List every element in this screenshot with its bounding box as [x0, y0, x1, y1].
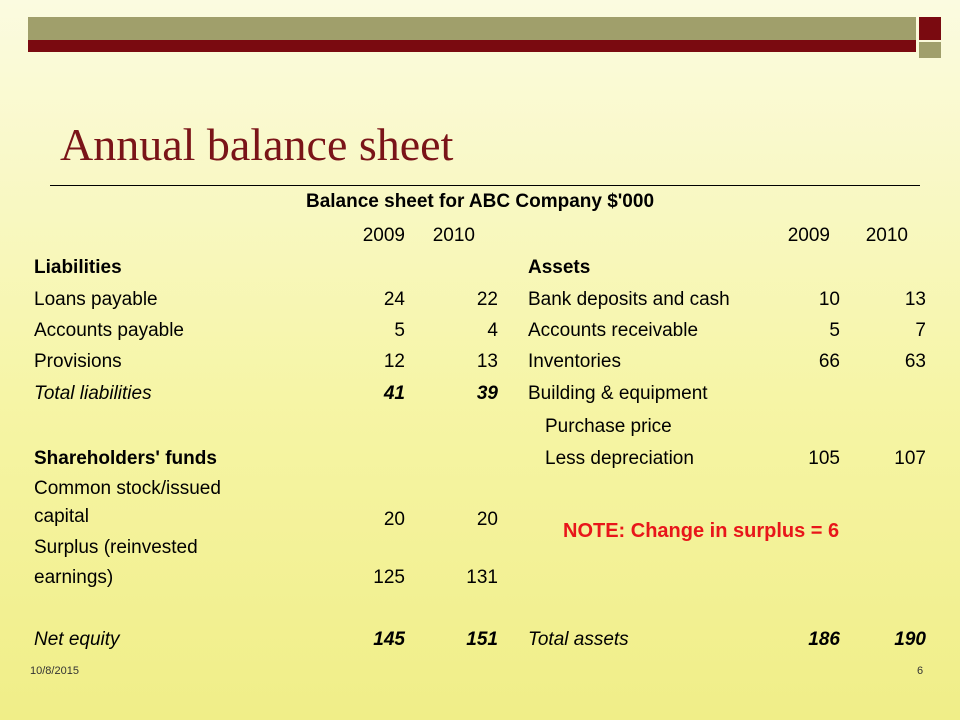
total-liabilities-2010: 39: [476, 383, 498, 404]
liab-year-2009: 2009: [362, 225, 405, 246]
total-assets-2009: 186: [808, 629, 840, 650]
asset-label: Accounts receivable: [528, 320, 699, 341]
purchase-price-label: Purchase price: [545, 416, 672, 437]
top-bar-olive: [28, 17, 916, 40]
slide-title: Annual balance sheet: [60, 119, 454, 170]
top-bar-maroon: [28, 40, 916, 52]
assets-header: Assets: [528, 257, 591, 278]
asset-label: Bank deposits and cash: [528, 289, 730, 310]
net-equity-2009: 145: [373, 629, 405, 650]
building-equipment-label: Building & equipment: [528, 383, 708, 404]
common-stock-2009: 20: [383, 509, 405, 530]
asset-2009: 66: [818, 351, 840, 372]
liability-label: Provisions: [34, 351, 122, 372]
less-depreciation-label: Less depreciation: [545, 448, 694, 469]
liab-year-2010: 2010: [432, 225, 475, 246]
surplus-2009: 125: [373, 567, 405, 588]
asset-2010: 7: [915, 320, 926, 341]
assets-year-2009: 2009: [787, 225, 830, 246]
footer-date: 10/8/2015: [30, 665, 79, 677]
liability-2010: 13: [476, 351, 498, 372]
shareholders-funds-header: Shareholders' funds: [34, 448, 217, 469]
net-equity-2010: 151: [466, 629, 498, 650]
common-stock-label-line1: Common stock/issued: [34, 478, 221, 499]
footer-page-number: 6: [917, 665, 924, 677]
liability-label: Accounts payable: [34, 320, 184, 341]
surplus-label-line1: Surplus (reinvested: [34, 537, 198, 558]
less-depreciation-2010: 107: [894, 448, 926, 469]
corner-square-maroon: [919, 17, 941, 40]
surplus-2010: 131: [466, 567, 498, 588]
assets-year-2010: 2010: [865, 225, 908, 246]
liability-label: Loans payable: [34, 289, 158, 310]
liability-2010: 4: [487, 320, 498, 341]
total-liabilities-label: Total liabilities: [34, 383, 152, 404]
title-divider: [50, 185, 920, 186]
asset-label: Inventories: [528, 351, 621, 372]
total-assets-2010: 190: [894, 629, 926, 650]
total-assets-label: Total assets: [528, 629, 629, 650]
liability-2010: 22: [476, 289, 498, 310]
table-heading: Balance sheet for ABC Company $'000: [305, 191, 655, 212]
liability-2009: 12: [383, 351, 405, 372]
asset-2010: 13: [904, 289, 926, 310]
liability-2009: 24: [383, 289, 405, 310]
less-depreciation-2009: 105: [808, 448, 840, 469]
common-stock-2010: 20: [476, 509, 498, 530]
common-stock-label-line2: capital: [34, 506, 89, 527]
asset-2009: 10: [818, 289, 840, 310]
liabilities-header: Liabilities: [34, 257, 122, 278]
asset-2010: 63: [904, 351, 926, 372]
net-equity-label: Net equity: [34, 629, 120, 650]
asset-2009: 5: [829, 320, 840, 341]
surplus-change-note: NOTE: Change in surplus = 6: [563, 520, 840, 542]
surplus-label-line2: earnings): [34, 567, 114, 588]
total-liabilities-2009: 41: [383, 383, 405, 404]
corner-square-olive: [919, 42, 941, 58]
liability-2009: 5: [394, 320, 405, 341]
